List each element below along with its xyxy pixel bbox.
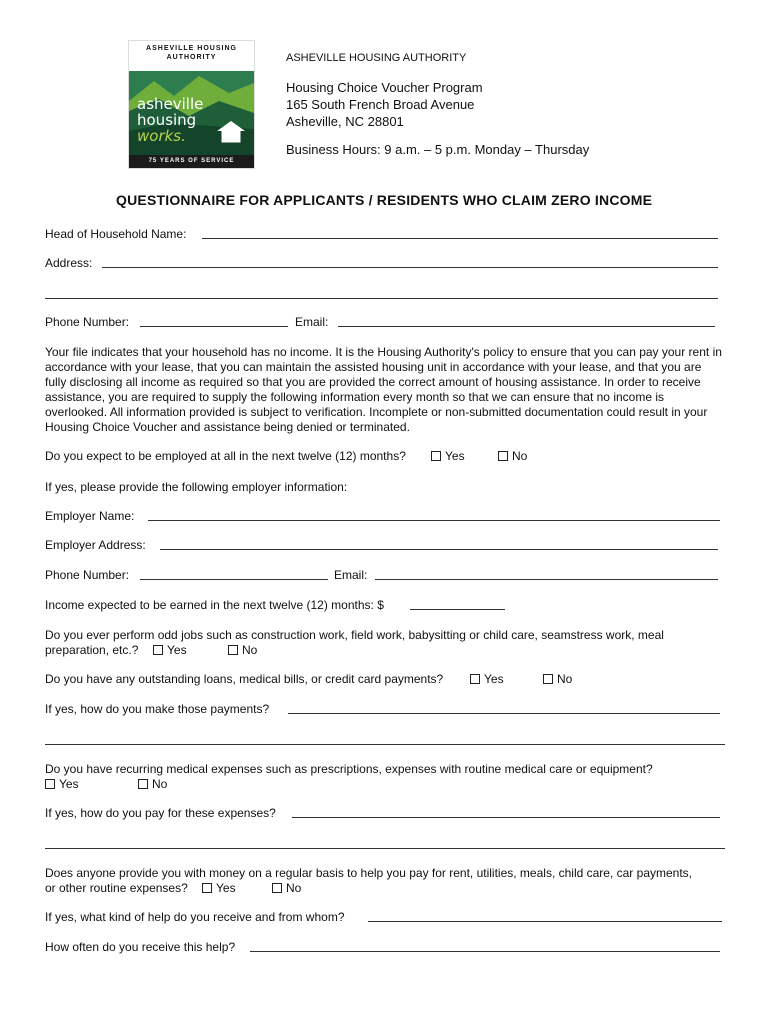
org-name: ASHEVILLE HOUSING AUTHORITY — [286, 52, 467, 64]
employer-address-label: Employer Address: — [45, 538, 146, 552]
q5-follow1-label: If yes, what kind of help do you receive and from whom? — [45, 910, 345, 924]
q5-text-line1: Does anyone provide you with money on a regular basis to help you pay for rent, utilities, meals, child care, car payments, — [45, 866, 692, 880]
address-field[interactable] — [102, 256, 718, 268]
intro-paragraph: Your file indicates that your household has no income. It is the Housing Authority's policy to ensure that you can pay your rent in accordance with your lease, that you can maintain the assisted housing unit in accordance with your lease, and that you are fully disclosing all income as required so that you are provided the correct amount of housing assistance. In order to receive assistance, you are required to supply the following information every month so that we can ensure that no income is overlooked. All information provided is subject to verification. Incomplete or non-submitted documentation could result in your Housing Choice Voucher and assistance being denied or terminated. — [45, 345, 722, 434]
q1-no-option[interactable]: No — [498, 449, 527, 463]
q5-yes-option[interactable]: Yes — [202, 881, 236, 895]
q5-follow2-field[interactable] — [250, 940, 720, 952]
income-label: Income expected to be earned in the next twelve (12) months: $ — [45, 598, 384, 612]
logo — [128, 40, 255, 169]
q3-follow-label: If yes, how do you make those payments? — [45, 702, 270, 716]
employer-name-label: Employer Name: — [45, 509, 135, 523]
email-label: Email: — [295, 315, 329, 329]
employer-name-field[interactable] — [148, 509, 720, 521]
q5-text-line2: or other routine expenses? — [45, 881, 188, 895]
q5-follow2-label: How often do you receive this help? — [45, 940, 236, 954]
q4-text: Do you have recurring medical expenses such as prescriptions, expenses with routine medical care or equipment? — [45, 762, 653, 776]
q4-follow-field-line2[interactable] — [45, 837, 725, 849]
business-hours: Business Hours: 9 a.m. – 5 p.m. Monday – Thursday — [286, 142, 590, 157]
logo-bottom-text: 75 YEARS OF SERVICE — [129, 155, 254, 168]
logo-wordmark: asheville housing works. — [137, 95, 204, 145]
checkbox-icon[interactable] — [138, 779, 148, 789]
q3-no-option[interactable]: No — [543, 672, 572, 686]
q2-text-line2: preparation, etc.? — [45, 643, 139, 657]
q1-text: Do you expect to be employed at all in the next twelve (12) months? — [45, 449, 406, 463]
q1-yes-option[interactable]: Yes — [431, 449, 465, 463]
q2-yes-option[interactable]: Yes — [153, 643, 187, 657]
checkbox-icon[interactable] — [498, 451, 508, 461]
checkbox-icon[interactable] — [543, 674, 553, 684]
checkbox-icon[interactable] — [272, 883, 282, 893]
q3-text: Do you have any outstanding loans, medical bills, or credit card payments? — [45, 672, 444, 686]
q3-follow-field-line2[interactable] — [45, 733, 725, 745]
q4-follow-field[interactable] — [292, 806, 720, 818]
employer-phone-label: Phone Number: — [45, 568, 130, 582]
phone-field[interactable] — [140, 315, 288, 327]
employer-intro: If yes, please provide the following employer information: — [45, 480, 348, 494]
checkbox-icon[interactable] — [470, 674, 480, 684]
checkbox-icon[interactable] — [45, 779, 55, 789]
employer-email-label: Email: — [334, 568, 368, 582]
employer-email-field[interactable] — [375, 568, 718, 580]
city-state-zip: Asheville, NC 28801 — [286, 114, 404, 129]
employer-address-field[interactable] — [160, 538, 718, 550]
address-field-line2[interactable] — [45, 287, 718, 299]
checkbox-icon[interactable] — [202, 883, 212, 893]
address-label: Address: — [45, 256, 93, 270]
street-address: 165 South French Broad Avenue — [286, 97, 475, 112]
q4-no-option[interactable]: No — [138, 777, 167, 791]
q5-follow1-field[interactable] — [368, 910, 722, 922]
q2-no-option[interactable]: No — [228, 643, 257, 657]
phone-label: Phone Number: — [45, 315, 130, 329]
head-of-household-label: Head of Household Name: — [45, 227, 187, 241]
checkbox-icon[interactable] — [431, 451, 441, 461]
q4-yes-option[interactable]: Yes — [45, 777, 79, 791]
income-field[interactable] — [410, 598, 505, 610]
head-of-household-field[interactable] — [202, 227, 718, 239]
employer-phone-field[interactable] — [140, 568, 328, 580]
checkbox-icon[interactable] — [153, 645, 163, 655]
email-field[interactable] — [338, 315, 715, 327]
form-title: QUESTIONNAIRE FOR APPLICANTS / RESIDENTS WHO CLAIM ZERO INCOME — [116, 192, 653, 208]
q3-follow-field[interactable] — [288, 702, 720, 714]
q3-yes-option[interactable]: Yes — [470, 672, 504, 686]
q5-no-option[interactable]: No — [272, 881, 301, 895]
q4-follow-label: If yes, how do you pay for these expenses? — [45, 806, 276, 820]
q2-text-line1: Do you ever perform odd jobs such as construction work, field work, babysitting or child care, seamstress work, meal — [45, 628, 664, 642]
program-name: Housing Choice Voucher Program — [286, 80, 483, 95]
logo-top-text: ASHEVILLE HOUSING AUTHORITY — [146, 45, 237, 61]
checkbox-icon[interactable] — [228, 645, 238, 655]
